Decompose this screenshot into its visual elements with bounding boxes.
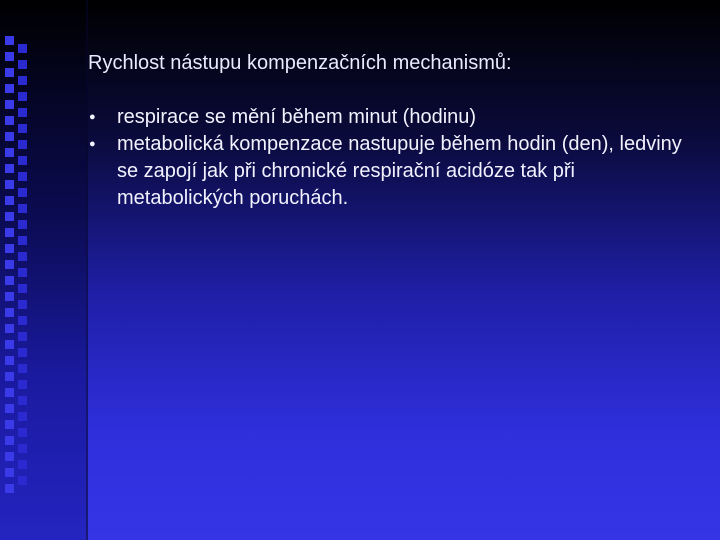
decor-square	[18, 444, 27, 453]
decor-square	[5, 276, 14, 285]
decor-square	[5, 52, 14, 61]
decor-square	[18, 460, 27, 469]
decor-square	[18, 284, 27, 293]
decor-square	[5, 84, 14, 93]
decor-square	[5, 468, 14, 477]
decor-square	[18, 476, 27, 485]
decor-square	[18, 172, 27, 181]
bullet-dot-icon: ●	[89, 138, 96, 150]
left-decor-strip	[0, 0, 86, 540]
decor-square-column	[5, 36, 14, 493]
decor-square	[5, 356, 14, 365]
decor-square	[5, 164, 14, 173]
decor-square	[5, 148, 14, 157]
decor-square	[5, 388, 14, 397]
bullet-dot-icon: ●	[89, 111, 96, 123]
decor-square	[5, 228, 14, 237]
slide-title: Rychlost nástupu kompenzačních mechanismů:	[88, 52, 512, 74]
bullet-list	[88, 104, 688, 212]
decor-square	[18, 188, 27, 197]
decor-square	[18, 428, 27, 437]
decor-square-column	[18, 44, 27, 485]
decor-square	[5, 292, 14, 301]
decor-square	[18, 156, 27, 165]
decor-square	[5, 100, 14, 109]
decor-square	[18, 140, 27, 149]
decor-square	[18, 236, 27, 245]
bullet-text: respirace se mění během minut (hodinu)	[117, 106, 477, 128]
decor-square	[18, 396, 27, 405]
decor-square	[18, 220, 27, 229]
decor-square	[18, 380, 27, 389]
decor-square	[5, 436, 14, 445]
decor-square	[18, 348, 27, 357]
decor-square	[5, 244, 14, 253]
bullet-item	[88, 104, 688, 131]
decor-square	[18, 108, 27, 117]
decor-square	[5, 372, 14, 381]
bullet-text: metabolická kompenzace nastupuje během hodin (den), ledviny se zapojí jak při chronické respirační acidóze tak při metabolických poruchách.	[117, 133, 682, 209]
decor-square	[5, 132, 14, 141]
decor-square	[18, 204, 27, 213]
decor-square	[18, 300, 27, 309]
decor-square	[5, 260, 14, 269]
decor-square	[5, 340, 14, 349]
bullet-item	[88, 131, 688, 212]
decor-square	[5, 68, 14, 77]
decor-square	[5, 452, 14, 461]
decor-square	[18, 76, 27, 85]
strip-divider	[86, 0, 88, 540]
decor-square	[5, 324, 14, 333]
decor-square	[5, 180, 14, 189]
decor-square	[18, 412, 27, 421]
decor-square	[18, 332, 27, 341]
decor-square	[18, 124, 27, 133]
decor-square	[18, 252, 27, 261]
decor-square	[18, 364, 27, 373]
decor-square	[5, 212, 14, 221]
decor-square	[18, 44, 27, 53]
decor-square	[5, 404, 14, 413]
decor-square	[5, 484, 14, 493]
decor-square	[5, 116, 14, 125]
decor-square	[5, 420, 14, 429]
decor-square	[18, 316, 27, 325]
decor-square	[5, 308, 14, 317]
decor-square	[5, 36, 14, 45]
decor-square	[18, 60, 27, 69]
decor-square	[5, 196, 14, 205]
decor-square	[18, 268, 27, 277]
decor-square	[18, 92, 27, 101]
